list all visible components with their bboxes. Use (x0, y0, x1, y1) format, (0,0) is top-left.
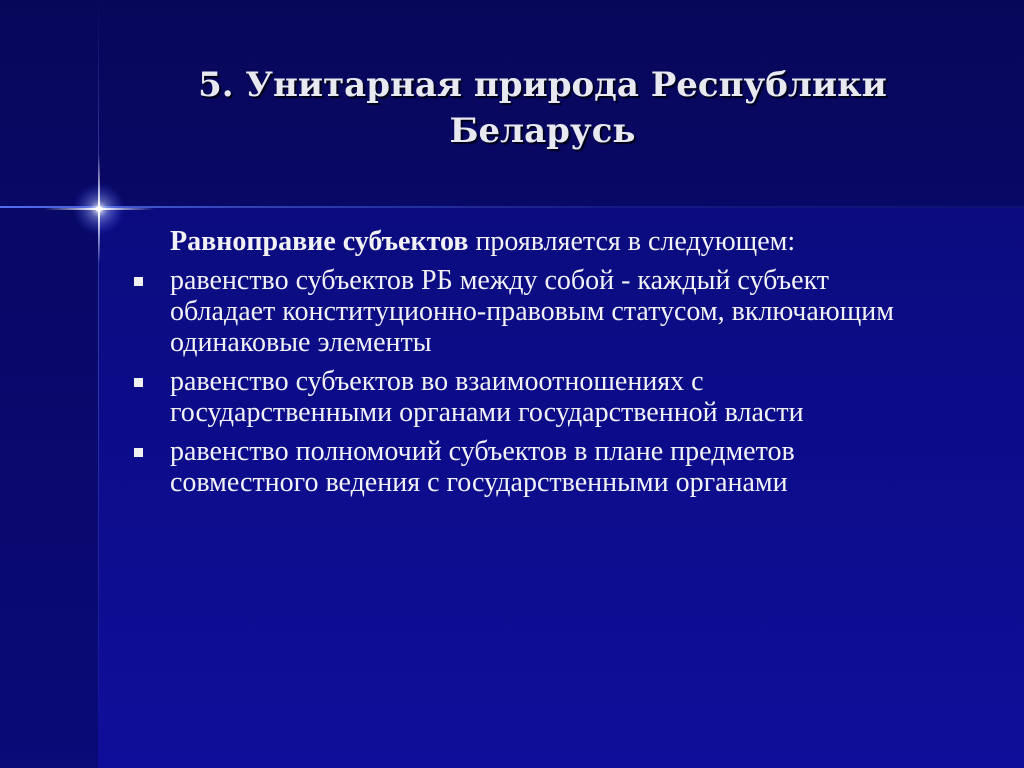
intro-rest: проявляется в следующем: (468, 226, 796, 257)
list-item (128, 265, 928, 358)
slide-title: 5. Унитарная природа Республики Беларусь (198, 65, 887, 151)
bullet-list (128, 265, 928, 498)
square-bullet-icon (134, 378, 143, 387)
vertical-accent-line (98, 0, 99, 768)
slide-body (128, 226, 928, 506)
list-item (128, 436, 928, 498)
square-bullet-icon (134, 277, 143, 286)
bullet-text: равенство субъектов РБ между собой - каждый субъект обладает конституционно-правовым статусом, включающим одинаковые элементы (170, 265, 894, 358)
left-strip (0, 208, 98, 768)
bullet-text: равенство субъектов во взаимоотношениях с государственными органами государственной власти (170, 366, 804, 428)
intro-bold: Равноправие субъектов (170, 226, 469, 257)
list-item (128, 366, 928, 428)
intro-text (170, 226, 928, 257)
square-bullet-icon (134, 448, 143, 457)
bullet-text: равенство полномочий субъектов в плане предметов совместного ведения с государственными органами (170, 436, 795, 498)
